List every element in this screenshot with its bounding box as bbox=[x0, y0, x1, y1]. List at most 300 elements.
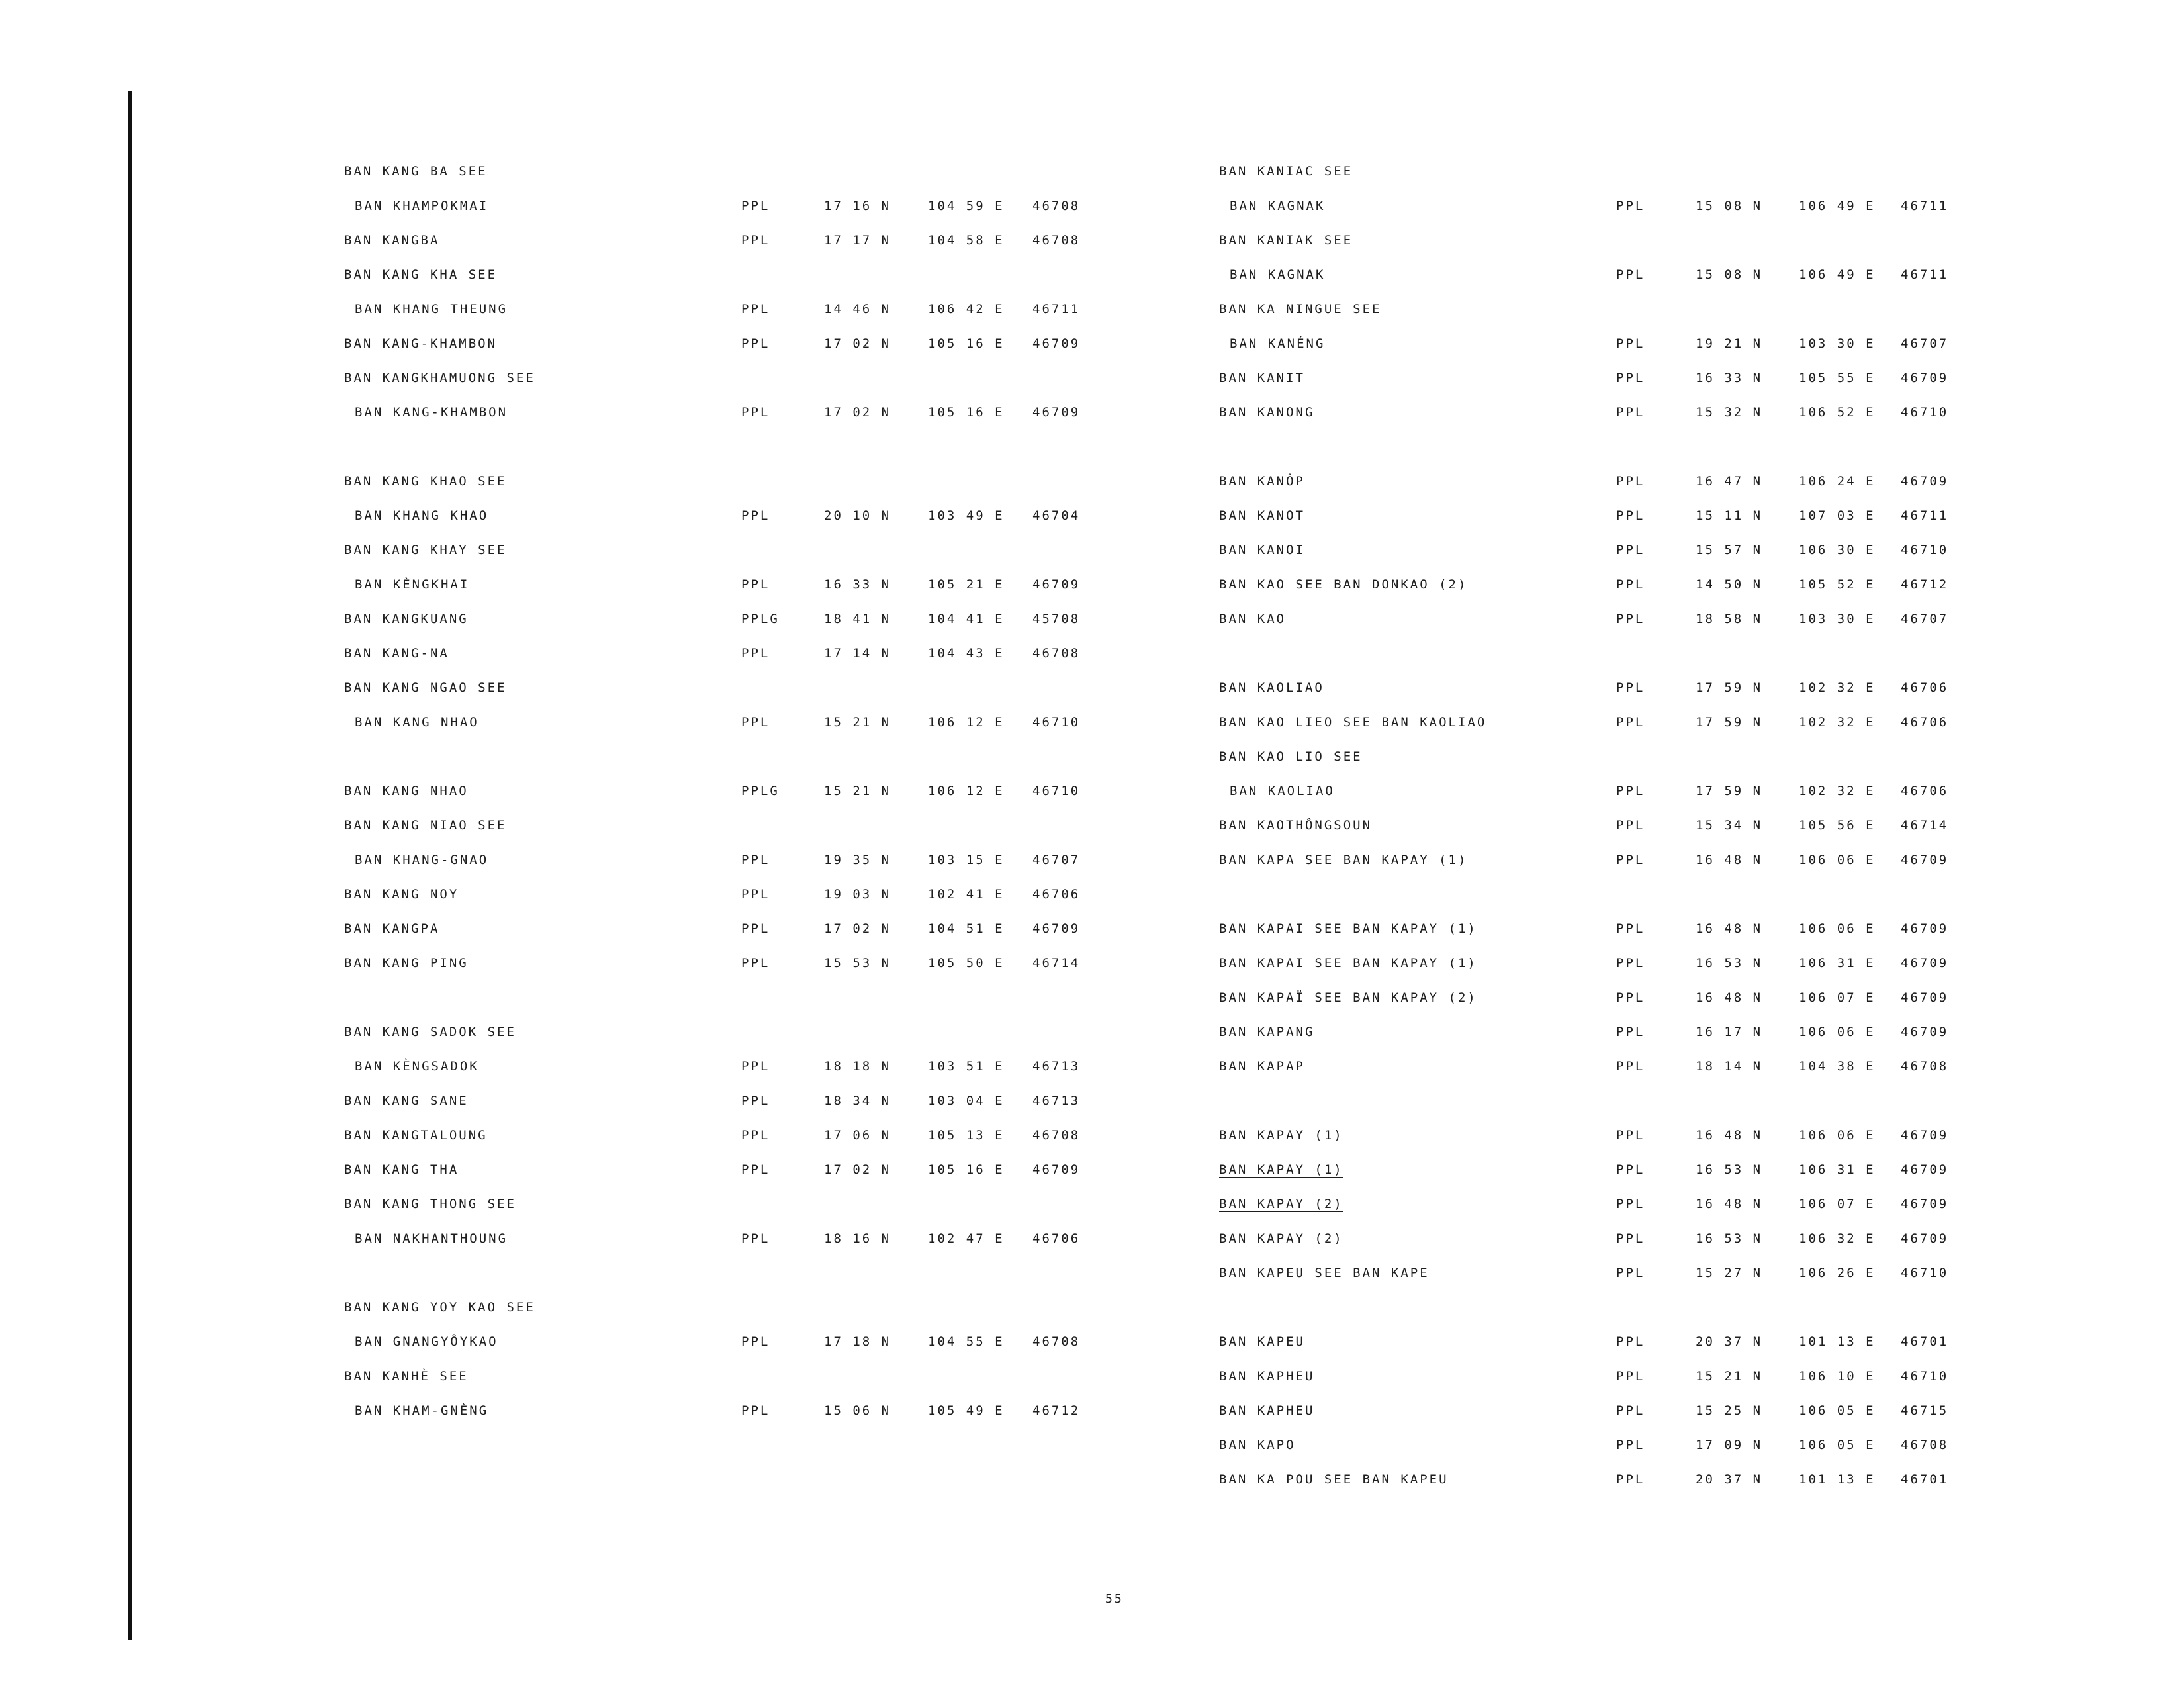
place-name: BAN KANG NGAO SEE bbox=[344, 680, 507, 695]
place-name: BAN KAOTHÔNGSOUN bbox=[1219, 818, 1373, 833]
place-name: BAN KAPEU SEE BAN KAPE bbox=[1219, 1266, 1430, 1280]
place-name: BAN KANIT bbox=[1219, 371, 1305, 385]
gazetteer-row bbox=[1219, 818, 2033, 853]
feature-type: PPL bbox=[741, 887, 770, 902]
gazetteer-row bbox=[1219, 784, 2033, 818]
place-name: BAN KAO bbox=[1219, 612, 1287, 626]
map-sheet-code: 46710 bbox=[1901, 1266, 1949, 1280]
map-sheet-code: 46709 bbox=[1901, 921, 1949, 936]
gazetteer-row bbox=[344, 508, 1158, 543]
place-name: BAN KANG SADOK SEE bbox=[344, 1025, 516, 1039]
feature-type: PPL bbox=[1616, 1266, 1645, 1280]
longitude: 104 55 E bbox=[928, 1335, 1005, 1349]
left-gazetteer-column bbox=[344, 164, 1158, 1438]
gazetteer-row bbox=[1219, 1438, 2033, 1472]
latitude: 16 33 N bbox=[1696, 371, 1763, 385]
map-sheet-code: 46714 bbox=[1901, 818, 1949, 833]
gazetteer-row bbox=[1219, 474, 2033, 508]
longitude: 104 58 E bbox=[928, 233, 1005, 248]
feature-type: PPL bbox=[741, 1162, 770, 1177]
place-name: BAN KHANG THEUNG bbox=[355, 302, 508, 316]
gazetteer-row bbox=[344, 577, 1158, 612]
place-name: BAN NAKHANTHOUNG bbox=[355, 1231, 508, 1246]
latitude: 17 06 N bbox=[824, 1128, 891, 1143]
latitude: 15 32 N bbox=[1696, 405, 1763, 420]
map-sheet-code: 46708 bbox=[1901, 1438, 1949, 1452]
map-sheet-code: 46709 bbox=[1032, 405, 1081, 420]
map-sheet-code: 46715 bbox=[1901, 1403, 1949, 1418]
latitude: 17 59 N bbox=[1696, 680, 1763, 695]
map-sheet-code: 46712 bbox=[1901, 577, 1949, 592]
longitude: 102 32 E bbox=[1799, 715, 1876, 729]
feature-type: PPL bbox=[1616, 921, 1645, 936]
feature-type: PPL bbox=[1616, 1162, 1645, 1177]
place-name: BAN KAPAP bbox=[1219, 1059, 1305, 1074]
place-name: BAN KAPHEU bbox=[1219, 1369, 1315, 1383]
feature-type: PPL bbox=[1616, 1369, 1645, 1383]
binding-edge-bar bbox=[128, 91, 132, 1640]
gazetteer-row bbox=[1219, 267, 2033, 302]
latitude: 15 08 N bbox=[1696, 199, 1763, 213]
longitude: 103 30 E bbox=[1799, 336, 1876, 351]
longitude: 105 16 E bbox=[928, 405, 1005, 420]
map-sheet-code: 46709 bbox=[1901, 990, 1949, 1005]
gazetteer-row bbox=[1219, 749, 2033, 784]
latitude: 15 34 N bbox=[1696, 818, 1763, 833]
place-name: BAN KAPAI SEE BAN KAPAY (1) bbox=[1219, 921, 1477, 936]
longitude: 106 31 E bbox=[1799, 1162, 1876, 1177]
map-sheet-code: 46701 bbox=[1901, 1472, 1949, 1487]
place-name: BAN KANÔP bbox=[1219, 474, 1305, 489]
longitude: 102 32 E bbox=[1799, 680, 1876, 695]
longitude: 106 30 E bbox=[1799, 543, 1876, 557]
latitude: 16 17 N bbox=[1696, 1025, 1763, 1039]
spacer-row bbox=[1219, 440, 2033, 474]
gazetteer-row bbox=[1219, 921, 2033, 956]
map-sheet-code: 45708 bbox=[1032, 612, 1081, 626]
gazetteer-row bbox=[1219, 1197, 2033, 1231]
gazetteer-row bbox=[344, 1059, 1158, 1094]
latitude: 17 59 N bbox=[1696, 784, 1763, 798]
map-sheet-code: 46713 bbox=[1032, 1094, 1081, 1108]
gazetteer-row bbox=[344, 267, 1158, 302]
feature-type: PPL bbox=[1616, 371, 1645, 385]
map-sheet-code: 46707 bbox=[1901, 336, 1949, 351]
gazetteer-row bbox=[344, 715, 1158, 749]
gazetteer-row bbox=[1219, 233, 2033, 267]
gazetteer-row bbox=[1219, 1369, 2033, 1403]
feature-type: PPL bbox=[741, 199, 770, 213]
gazetteer-row bbox=[1219, 853, 2033, 887]
latitude: 16 48 N bbox=[1696, 853, 1763, 867]
spacer-row bbox=[1219, 1300, 2033, 1335]
longitude: 105 56 E bbox=[1799, 818, 1876, 833]
map-sheet-code: 46709 bbox=[1901, 1162, 1949, 1177]
map-sheet-code: 46709 bbox=[1901, 853, 1949, 867]
place-name: BAN KANG KHAO SEE bbox=[344, 474, 507, 489]
place-name: BAN GNANGYÔYKAO bbox=[355, 1335, 498, 1349]
latitude: 15 53 N bbox=[824, 956, 891, 970]
place-name: BAN KANIAC SEE bbox=[1219, 164, 1353, 179]
latitude: 18 34 N bbox=[824, 1094, 891, 1108]
feature-type: PPL bbox=[1616, 1197, 1645, 1211]
spacer-row bbox=[1219, 1094, 2033, 1128]
gazetteer-row bbox=[344, 1094, 1158, 1128]
feature-type: PPL bbox=[1616, 784, 1645, 798]
place-name: BAN KAPAY (2) bbox=[1219, 1231, 1343, 1246]
longitude: 106 10 E bbox=[1799, 1369, 1876, 1383]
feature-type: PPL bbox=[1616, 577, 1645, 592]
gazetteer-row bbox=[344, 474, 1158, 508]
map-sheet-code: 46709 bbox=[1901, 371, 1949, 385]
gazetteer-row bbox=[1219, 1128, 2033, 1162]
gazetteer-row bbox=[344, 956, 1158, 990]
gazetteer-row bbox=[1219, 1231, 2033, 1266]
map-sheet-code: 46709 bbox=[1032, 921, 1081, 936]
feature-type: PPL bbox=[1616, 990, 1645, 1005]
feature-type: PPL bbox=[1616, 956, 1645, 970]
latitude: 19 03 N bbox=[824, 887, 891, 902]
latitude: 17 16 N bbox=[824, 199, 891, 213]
latitude: 15 11 N bbox=[1696, 508, 1763, 523]
feature-type: PPLG bbox=[741, 612, 780, 626]
longitude: 106 06 E bbox=[1799, 853, 1876, 867]
latitude: 20 37 N bbox=[1696, 1335, 1763, 1349]
latitude: 17 17 N bbox=[824, 233, 891, 248]
spacer-row bbox=[1219, 887, 2033, 921]
feature-type: PPL bbox=[741, 405, 770, 420]
map-sheet-code: 46707 bbox=[1901, 612, 1949, 626]
place-name: BAN KAPANG bbox=[1219, 1025, 1315, 1039]
gazetteer-row bbox=[344, 612, 1158, 646]
longitude: 101 13 E bbox=[1799, 1472, 1876, 1487]
latitude: 14 50 N bbox=[1696, 577, 1763, 592]
gazetteer-row bbox=[344, 1335, 1158, 1369]
map-sheet-code: 46711 bbox=[1901, 267, 1949, 282]
longitude: 103 51 E bbox=[928, 1059, 1005, 1074]
map-sheet-code: 46710 bbox=[1032, 715, 1081, 729]
place-name: BAN KANG-KHAMBON bbox=[355, 405, 508, 420]
feature-type: PPL bbox=[1616, 474, 1645, 489]
gazetteer-row bbox=[344, 1162, 1158, 1197]
longitude: 104 51 E bbox=[928, 921, 1005, 936]
feature-type: PPL bbox=[741, 1128, 770, 1143]
map-sheet-code: 46706 bbox=[1901, 715, 1949, 729]
place-name: BAN KANG SANE bbox=[344, 1094, 469, 1108]
map-sheet-code: 46713 bbox=[1032, 1059, 1081, 1074]
latitude: 15 06 N bbox=[824, 1403, 891, 1418]
longitude: 106 06 E bbox=[1799, 921, 1876, 936]
longitude: 106 49 E bbox=[1799, 267, 1876, 282]
latitude: 16 53 N bbox=[1696, 1231, 1763, 1246]
map-sheet-code: 46709 bbox=[1901, 1197, 1949, 1211]
gazetteer-row bbox=[344, 199, 1158, 233]
longitude: 107 03 E bbox=[1799, 508, 1876, 523]
right-gazetteer-column bbox=[1219, 164, 2033, 1507]
longitude: 105 21 E bbox=[928, 577, 1005, 592]
place-name: BAN KANG-KHAMBON bbox=[344, 336, 498, 351]
feature-type: PPL bbox=[1616, 612, 1645, 626]
longitude: 106 07 E bbox=[1799, 990, 1876, 1005]
feature-type: PPLG bbox=[741, 784, 780, 798]
longitude: 106 06 E bbox=[1799, 1128, 1876, 1143]
gazetteer-row bbox=[344, 784, 1158, 818]
map-sheet-code: 46708 bbox=[1032, 1335, 1081, 1349]
place-name: BAN KANHÈ SEE bbox=[344, 1369, 469, 1383]
map-sheet-code: 46710 bbox=[1032, 784, 1081, 798]
map-sheet-code: 46709 bbox=[1901, 474, 1949, 489]
place-name: BAN KAPAY (2) bbox=[1219, 1197, 1343, 1211]
place-name: BAN KÈNGKHAI bbox=[355, 577, 470, 592]
gazetteer-row bbox=[1219, 199, 2033, 233]
map-sheet-code: 46708 bbox=[1032, 199, 1081, 213]
feature-type: PPL bbox=[741, 233, 770, 248]
place-name: BAN KANOI bbox=[1219, 543, 1305, 557]
place-name: BAN KANONG bbox=[1219, 405, 1315, 420]
latitude: 17 02 N bbox=[824, 336, 891, 351]
map-sheet-code: 46711 bbox=[1901, 199, 1949, 213]
longitude: 105 52 E bbox=[1799, 577, 1876, 592]
place-name: BAN KAPAI SEE BAN KAPAY (1) bbox=[1219, 956, 1477, 970]
place-name: BAN KANG PING bbox=[344, 956, 469, 970]
latitude: 16 48 N bbox=[1696, 1197, 1763, 1211]
longitude: 105 55 E bbox=[1799, 371, 1876, 385]
place-name: BAN KANG YOY KAO SEE bbox=[344, 1300, 535, 1315]
place-name: BAN KAOLIAO bbox=[1219, 680, 1324, 695]
latitude: 16 53 N bbox=[1696, 956, 1763, 970]
place-name: BAN KAGNAK bbox=[1230, 267, 1326, 282]
gazetteer-row bbox=[344, 1231, 1158, 1266]
latitude: 16 47 N bbox=[1696, 474, 1763, 489]
latitude: 15 27 N bbox=[1696, 1266, 1763, 1280]
longitude: 106 26 E bbox=[1799, 1266, 1876, 1280]
longitude: 106 24 E bbox=[1799, 474, 1876, 489]
longitude: 104 38 E bbox=[1799, 1059, 1876, 1074]
longitude: 101 13 E bbox=[1799, 1335, 1876, 1349]
gazetteer-row bbox=[1219, 164, 2033, 199]
latitude: 17 02 N bbox=[824, 1162, 891, 1177]
place-name: BAN KHANG-GNAO bbox=[355, 853, 489, 867]
spacer-row bbox=[1219, 646, 2033, 680]
longitude: 103 15 E bbox=[928, 853, 1005, 867]
place-name: BAN KANG BA SEE bbox=[344, 164, 488, 179]
map-sheet-code: 46706 bbox=[1032, 1231, 1081, 1246]
feature-type: PPL bbox=[1616, 1335, 1645, 1349]
feature-type: PPL bbox=[1616, 267, 1645, 282]
latitude: 18 58 N bbox=[1696, 612, 1763, 626]
feature-type: PPL bbox=[1616, 818, 1645, 833]
longitude: 106 12 E bbox=[928, 715, 1005, 729]
gazetteer-row bbox=[1219, 508, 2033, 543]
gazetteer-row bbox=[344, 1369, 1158, 1403]
longitude: 102 47 E bbox=[928, 1231, 1005, 1246]
gazetteer-row bbox=[1219, 1266, 2033, 1300]
latitude: 18 41 N bbox=[824, 612, 891, 626]
latitude: 16 48 N bbox=[1696, 921, 1763, 936]
spacer-row bbox=[344, 990, 1158, 1025]
map-sheet-code: 46709 bbox=[1901, 956, 1949, 970]
latitude: 18 14 N bbox=[1696, 1059, 1763, 1074]
gazetteer-row bbox=[1219, 302, 2033, 336]
map-sheet-code: 46707 bbox=[1032, 853, 1081, 867]
longitude: 105 16 E bbox=[928, 1162, 1005, 1177]
latitude: 18 18 N bbox=[824, 1059, 891, 1074]
gazetteer-row bbox=[1219, 1025, 2033, 1059]
place-name: BAN KHAM-GNÈNG bbox=[355, 1403, 489, 1418]
longitude: 102 32 E bbox=[1799, 784, 1876, 798]
latitude: 17 02 N bbox=[824, 405, 891, 420]
map-sheet-code: 46709 bbox=[1032, 336, 1081, 351]
longitude: 104 59 E bbox=[928, 199, 1005, 213]
map-sheet-code: 46711 bbox=[1032, 302, 1081, 316]
feature-type: PPL bbox=[741, 302, 770, 316]
gazetteer-row bbox=[1219, 715, 2033, 749]
longitude: 105 16 E bbox=[928, 336, 1005, 351]
longitude: 106 07 E bbox=[1799, 1197, 1876, 1211]
gazetteer-row bbox=[344, 818, 1158, 853]
gazetteer-row bbox=[344, 164, 1158, 199]
map-sheet-code: 46706 bbox=[1032, 887, 1081, 902]
feature-type: PPL bbox=[1616, 336, 1645, 351]
feature-type: PPL bbox=[1616, 853, 1645, 867]
place-name: BAN KHANG KHAO bbox=[355, 508, 489, 523]
place-name: BAN KAPAÏ SEE BAN KAPAY (2) bbox=[1219, 990, 1477, 1005]
feature-type: PPL bbox=[741, 508, 770, 523]
gazetteer-row bbox=[344, 1197, 1158, 1231]
place-name: BAN KAPHEU bbox=[1219, 1403, 1315, 1418]
longitude: 106 42 E bbox=[928, 302, 1005, 316]
feature-type: PPL bbox=[741, 577, 770, 592]
feature-type: PPL bbox=[741, 336, 770, 351]
longitude: 104 43 E bbox=[928, 646, 1005, 661]
place-name: BAN KAPAY (1) bbox=[1219, 1162, 1343, 1177]
gazetteer-row bbox=[1219, 956, 2033, 990]
longitude: 105 13 E bbox=[928, 1128, 1005, 1143]
feature-type: PPL bbox=[1616, 405, 1645, 420]
map-sheet-code: 46708 bbox=[1032, 233, 1081, 248]
gazetteer-row bbox=[344, 887, 1158, 921]
map-sheet-code: 46709 bbox=[1901, 1128, 1949, 1143]
place-name: BAN KANGBA bbox=[344, 233, 440, 248]
latitude: 15 21 N bbox=[824, 715, 891, 729]
gazetteer-row bbox=[1219, 577, 2033, 612]
place-name: BAN KAPA SEE BAN KAPAY (1) bbox=[1219, 853, 1468, 867]
place-name: BAN KAPO bbox=[1219, 1438, 1296, 1452]
longitude: 106 05 E bbox=[1799, 1438, 1876, 1452]
longitude: 103 49 E bbox=[928, 508, 1005, 523]
gazetteer-row bbox=[344, 302, 1158, 336]
place-name: BAN KAOLIAO bbox=[1230, 784, 1335, 798]
latitude: 16 53 N bbox=[1696, 1162, 1763, 1177]
map-sheet-code: 46709 bbox=[1901, 1231, 1949, 1246]
latitude: 17 14 N bbox=[824, 646, 891, 661]
place-name: BAN KAPEU bbox=[1219, 1335, 1305, 1349]
place-name: BAN KHAMPOKMAI bbox=[355, 199, 489, 213]
latitude: 19 21 N bbox=[1696, 336, 1763, 351]
gazetteer-row bbox=[344, 543, 1158, 577]
latitude: 17 18 N bbox=[824, 1335, 891, 1349]
feature-type: PPL bbox=[1616, 1025, 1645, 1039]
feature-type: PPL bbox=[741, 715, 770, 729]
latitude: 16 48 N bbox=[1696, 1128, 1763, 1143]
longitude: 106 52 E bbox=[1799, 405, 1876, 420]
latitude: 15 21 N bbox=[1696, 1369, 1763, 1383]
longitude: 104 41 E bbox=[928, 612, 1005, 626]
latitude: 15 57 N bbox=[1696, 543, 1763, 557]
latitude: 17 09 N bbox=[1696, 1438, 1763, 1452]
map-sheet-code: 46714 bbox=[1032, 956, 1081, 970]
longitude: 106 12 E bbox=[928, 784, 1005, 798]
gazetteer-row bbox=[344, 405, 1158, 440]
map-sheet-code: 46710 bbox=[1901, 543, 1949, 557]
gazetteer-row bbox=[1219, 336, 2033, 371]
spacer-row bbox=[344, 749, 1158, 784]
latitude: 19 35 N bbox=[824, 853, 891, 867]
latitude: 20 37 N bbox=[1696, 1472, 1763, 1487]
place-name: BAN KANG NOY bbox=[344, 887, 459, 902]
place-name: BAN KAPAY (1) bbox=[1219, 1128, 1343, 1143]
latitude: 17 59 N bbox=[1696, 715, 1763, 729]
map-sheet-code: 46701 bbox=[1901, 1335, 1949, 1349]
feature-type: PPL bbox=[1616, 1472, 1645, 1487]
place-name: BAN KANG THONG SEE bbox=[344, 1197, 516, 1211]
map-sheet-code: 46709 bbox=[1032, 1162, 1081, 1177]
latitude: 14 46 N bbox=[824, 302, 891, 316]
place-name: BAN KANIAK SEE bbox=[1219, 233, 1353, 248]
gazetteer-row bbox=[1219, 1403, 2033, 1438]
feature-type: PPL bbox=[1616, 680, 1645, 695]
gazetteer-row bbox=[1219, 543, 2033, 577]
gazetteer-row bbox=[344, 1300, 1158, 1335]
place-name: BAN KANG NIAO SEE bbox=[344, 818, 507, 833]
longitude: 103 04 E bbox=[928, 1094, 1005, 1108]
feature-type: PPL bbox=[741, 853, 770, 867]
gazetteer-row bbox=[1219, 990, 2033, 1025]
feature-type: PPL bbox=[1616, 1128, 1645, 1143]
latitude: 15 21 N bbox=[824, 784, 891, 798]
map-sheet-code: 46710 bbox=[1901, 405, 1949, 420]
place-name: BAN KANGKUANG bbox=[344, 612, 469, 626]
feature-type: PPL bbox=[741, 1059, 770, 1074]
feature-type: PPL bbox=[741, 646, 770, 661]
place-name: BAN KAO LIO SEE bbox=[1219, 749, 1363, 764]
latitude: 16 48 N bbox=[1696, 990, 1763, 1005]
feature-type: PPL bbox=[741, 1231, 770, 1246]
feature-type: PPL bbox=[1616, 1438, 1645, 1452]
place-name: BAN KAGNAK bbox=[1230, 199, 1326, 213]
place-name: BAN KAO LIEO SEE BAN KAOLIAO bbox=[1219, 715, 1487, 729]
latitude: 15 25 N bbox=[1696, 1403, 1763, 1418]
map-sheet-code: 46709 bbox=[1032, 577, 1081, 592]
feature-type: PPL bbox=[1616, 199, 1645, 213]
gazetteer-row bbox=[1219, 405, 2033, 440]
place-name: BAN KANG-NA bbox=[344, 646, 449, 661]
map-sheet-code: 46709 bbox=[1901, 1025, 1949, 1039]
place-name: BAN KANG KHA SEE bbox=[344, 267, 498, 282]
place-name: BAN KAO SEE BAN DONKAO (2) bbox=[1219, 577, 1468, 592]
spacer-row bbox=[344, 440, 1158, 474]
feature-type: PPL bbox=[1616, 543, 1645, 557]
feature-type: PPL bbox=[741, 1403, 770, 1418]
place-name: BAN KANG NHAO bbox=[344, 784, 469, 798]
map-sheet-code: 46712 bbox=[1032, 1403, 1081, 1418]
longitude: 106 49 E bbox=[1799, 199, 1876, 213]
gazetteer-row bbox=[344, 680, 1158, 715]
gazetteer-row bbox=[1219, 1059, 2033, 1094]
feature-type: PPL bbox=[1616, 1231, 1645, 1246]
place-name: BAN KANG NHAO bbox=[355, 715, 479, 729]
gazetteer-row bbox=[344, 233, 1158, 267]
